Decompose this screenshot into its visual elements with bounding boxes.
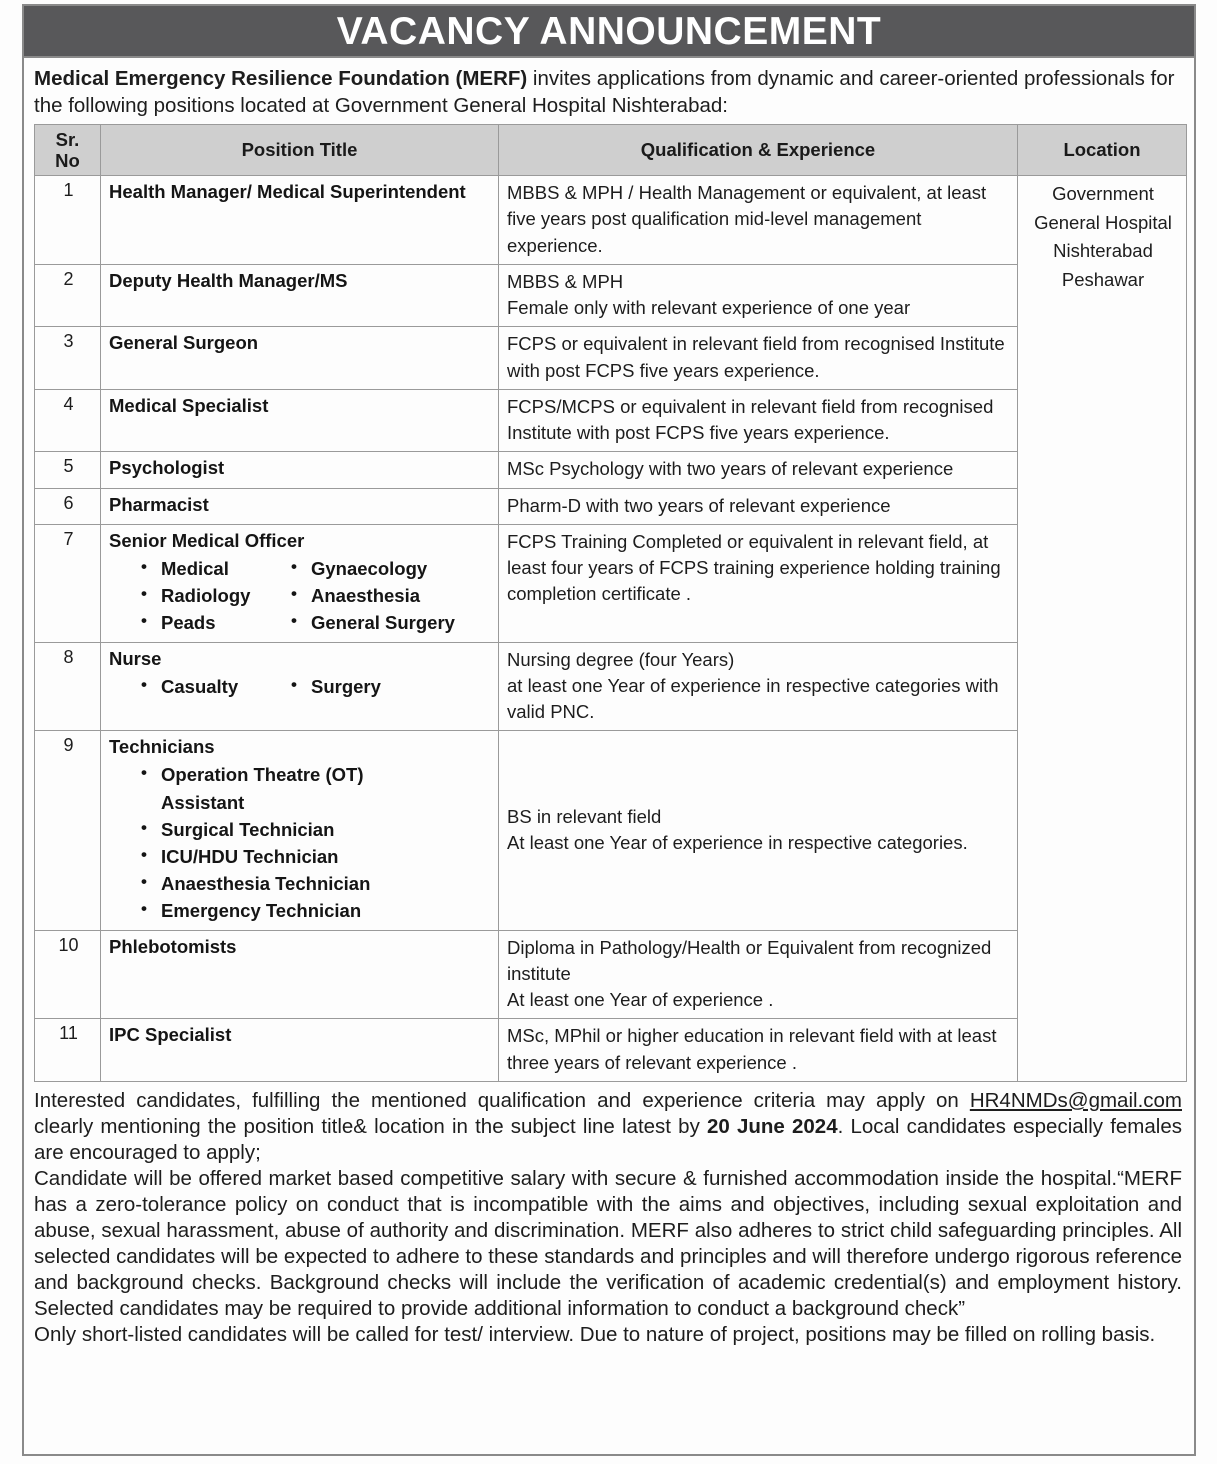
cell-sr-no: 2: [35, 264, 101, 327]
table-row: [35, 327, 1187, 390]
sr-line-2: No: [55, 149, 80, 171]
apply-lead-text: Interested candidates, fulfilling the mentioned qualification and experience criteria may apply on: [34, 1088, 970, 1112]
position-title-text: Nurse: [109, 647, 162, 669]
position-title-text: Technicians: [109, 736, 215, 758]
footer-notes: [24, 1082, 1194, 1348]
cell-sr-no: 11: [35, 1019, 101, 1082]
cell-location: Government General Hospital Nishterabad Peshawar: [1018, 176, 1187, 1082]
cell-position-title: [101, 176, 499, 265]
cell-sr-no: 5: [35, 452, 101, 488]
cell-position-title: [101, 488, 499, 524]
intro-rest: invites applications from dynamic and career-oriented professionals for the following positions located at Government General Hospital Nishterabad:: [34, 67, 1175, 118]
table-row: [35, 524, 1187, 642]
apply-tail-text: . Local candidates especially females are encouraged to apply;: [34, 1114, 1182, 1164]
cell-sr-no: 10: [35, 930, 101, 1019]
table-row: [35, 642, 1187, 731]
apply-instructions: [34, 1088, 1182, 1166]
position-title-text: Phlebotomists: [109, 935, 237, 957]
table-row: [35, 1019, 1187, 1082]
position-sub-item: • Surgical Technician: [139, 816, 492, 843]
column-header-location: Location: [1018, 124, 1187, 176]
cell-qualification: FCPS/MCPS or equivalent in relevant field from recognised Institute with post FCPS five years experience.: [499, 389, 1018, 452]
position-sub-item: • Anaesthesia: [289, 582, 492, 609]
cell-position-title: [101, 452, 499, 488]
column-header-position-title: Position Title: [101, 124, 499, 176]
position-title-text: Deputy Health Manager/MS: [109, 269, 348, 291]
cell-position-title: [101, 1019, 499, 1082]
table-header-row: [35, 124, 1187, 176]
table-row: [35, 731, 1187, 930]
cell-qualification: FCPS or equivalent in relevant field from recognised Institute with post FCPS five years experience.: [499, 327, 1018, 390]
table-row: [35, 488, 1187, 524]
position-sub-item: • Surgery: [289, 673, 492, 700]
cell-qualification: BS in relevant field At least one Year of experience in respective categories.: [499, 731, 1018, 930]
announcement-sheet: [22, 4, 1196, 1456]
table-row: [35, 176, 1187, 265]
cell-sr-no: 9: [35, 731, 101, 930]
cell-position-title: [101, 930, 499, 1019]
cell-position-title: [101, 327, 499, 390]
table-row: [35, 452, 1187, 488]
position-sub-item: • Radiology: [139, 582, 289, 609]
positions-table-wrapper: [24, 124, 1194, 1082]
position-title-text: Psychologist: [109, 457, 225, 479]
table-row: [35, 264, 1187, 327]
cell-qualification: Nursing degree (four Years) at least one Year of experience in respective categories with valid PNC.: [499, 642, 1018, 731]
position-sub-list: [109, 673, 492, 700]
position-sub-item: • Casualty: [139, 673, 289, 700]
position-sub-item: • General Surgery: [289, 609, 492, 636]
table-row: [35, 930, 1187, 1019]
position-sub-item: • Emergency Technician: [139, 897, 492, 924]
cell-sr-no: 7: [35, 524, 101, 642]
apply-mid-text: clearly mentioning the position title& location in the subject line latest by: [34, 1114, 707, 1138]
positions-table: [34, 124, 1187, 1082]
title-banner: [24, 6, 1194, 58]
shortlist-paragraph: Only short-listed candidates will be called for test/ interview. Due to nature of project, positions may be filled on rolling basis.: [34, 1323, 1156, 1347]
position-sub-item: • Peads: [139, 609, 289, 636]
position-title-text: General Surgeon: [109, 332, 259, 354]
position-title-text: Medical Specialist: [109, 394, 269, 416]
application-deadline: 20 June 2024: [707, 1114, 838, 1138]
policy-paragraph: Candidate will be offered market based competitive salary with secure & furnished accommodation inside the hospital.“MERF has a zero-tolerance policy on conduct that is incompatible with the aims and objectives, including sexual exploitation and abuse, sexual harassment, abuse of authority and discrimination. MERF also adheres to strict child safeguarding principles. All selected candidates will be expected to adhere to these standards and principles and will therefore undergo rigorous reference and background checks. Background checks will include the verification of academic credential(s) and employment history. Selected candidates may be required to provide additional information to conduct a background check”: [34, 1166, 1182, 1321]
position-sub-list: [109, 555, 492, 637]
position-sub-item: • Gynaecology: [289, 555, 492, 582]
position-sub-item-continued: Assistant: [161, 791, 245, 813]
table-row: [35, 389, 1187, 452]
position-title-text: Senior Medical Officer: [109, 529, 305, 551]
cell-sr-no: 3: [35, 327, 101, 390]
column-header-qualification: Qualification & Experience: [499, 124, 1018, 176]
organization-name: Medical Emergency Resilience Foundation (MERF): [34, 67, 528, 90]
application-email-link[interactable]: HR4NMDs@gmail.com: [969, 1088, 1182, 1112]
position-title-text: Pharmacist: [109, 493, 209, 515]
position-sub-item: • Medical: [139, 555, 289, 582]
cell-qualification: MBBS & MPH / Health Management or equivalent, at least five years post qualification mid-level management experience.: [499, 176, 1018, 265]
cell-sr-no: 4: [35, 389, 101, 452]
cell-qualification: Diploma in Pathology/Health or Equivalent from recognized institute At least one Year of experience .: [499, 930, 1018, 1019]
position-title-text: Health Manager/ Medical Superintendent: [109, 181, 466, 203]
position-sub-item: • Operation Theatre (OT): [139, 761, 492, 788]
cell-sr-no: 1: [35, 176, 101, 265]
cell-position-title: [101, 642, 499, 731]
cell-position-title: [101, 731, 499, 930]
table-body: [35, 176, 1187, 1082]
cell-sr-no: 8: [35, 642, 101, 731]
cell-sr-no: 6: [35, 488, 101, 524]
position-sub-item: • ICU/HDU Technician: [139, 843, 492, 870]
cell-position-title: [101, 264, 499, 327]
page-title: VACANCY ANNOUNCEMENT: [336, 9, 882, 53]
position-sub-list: [109, 761, 492, 924]
cell-position-title: [101, 389, 499, 452]
cell-qualification: MSc, MPhil or higher education in relevant field with at least three years of relevant experience .: [499, 1019, 1018, 1082]
cell-qualification: FCPS Training Completed or equivalent in relevant field, at least four years of FCPS training experience holding training completion certificate .: [499, 524, 1018, 642]
position-sub-item: • Anaesthesia Technician: [139, 870, 492, 897]
intro-paragraph: [24, 58, 1194, 124]
cell-qualification: Pharm-D with two years of relevant experience: [499, 488, 1018, 524]
position-title-text: IPC Specialist: [109, 1024, 232, 1046]
sr-line-1: Sr.: [55, 128, 80, 150]
column-header-sr-no: [35, 124, 101, 176]
cell-qualification: MSc Psychology with two years of relevant experience: [499, 452, 1018, 488]
cell-qualification: MBBS & MPH Female only with relevant experience of one year: [499, 264, 1018, 327]
cell-position-title: [101, 524, 499, 642]
